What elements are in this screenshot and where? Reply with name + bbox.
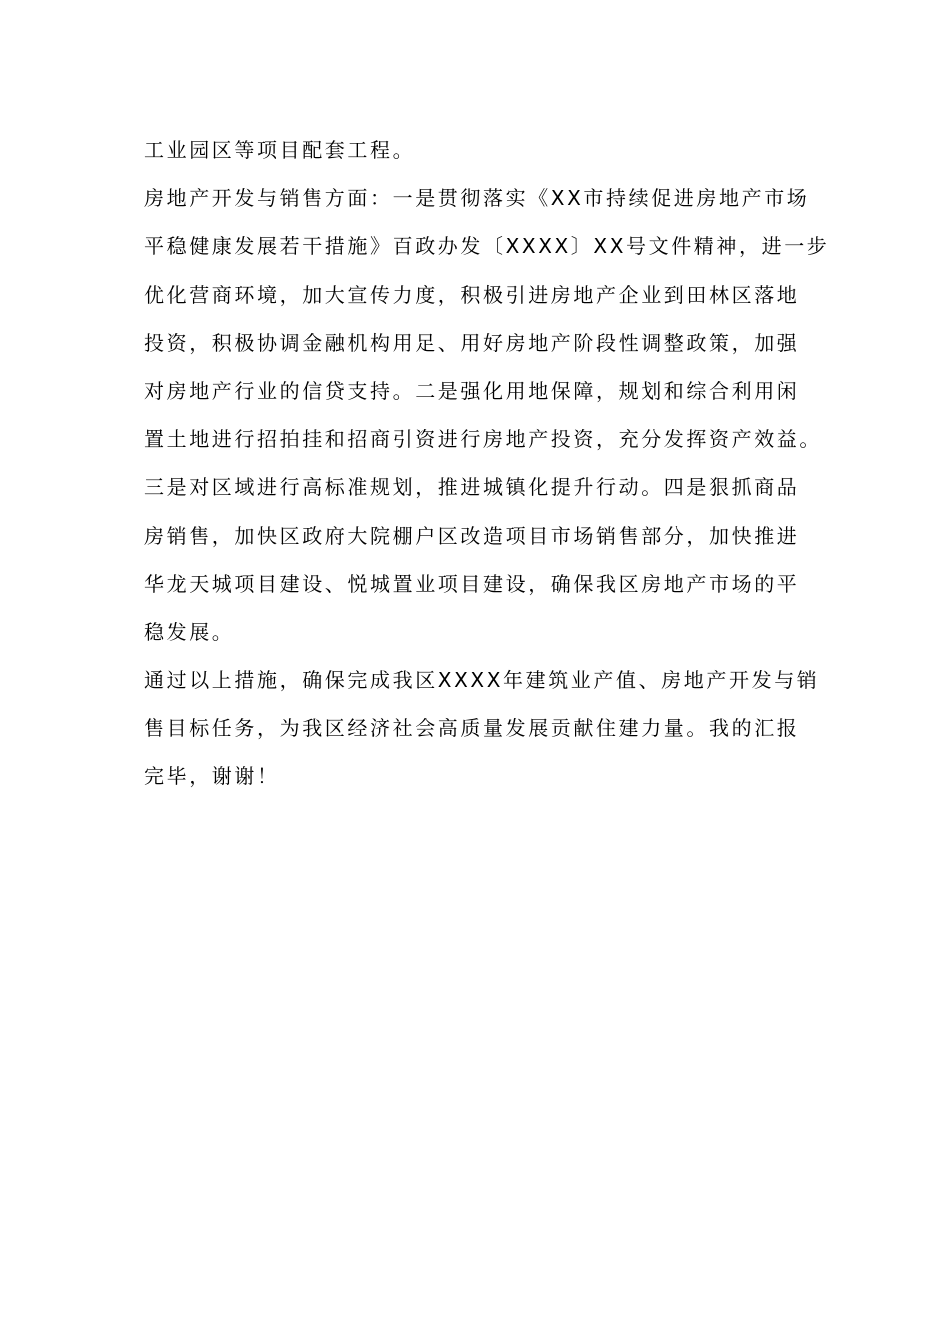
text-line: 稳发展。 bbox=[144, 619, 235, 644]
text-line: 售目标任务，为我区经济社会高质量发展贡献住建力量。我的汇报 bbox=[144, 716, 800, 741]
text-line: 房销售，加快区政府大院棚户区改造项目市场销售部分，加快推进 bbox=[144, 523, 800, 548]
text-line: 完毕，谢谢！ bbox=[144, 764, 280, 789]
text-line: 工业园区等项目配套工程。 bbox=[144, 138, 416, 162]
text-line: 平稳健康发展若干措施》百政办发〔XXXX〕XX号文件精神，进一步 bbox=[144, 234, 830, 259]
text-line: 华龙天城项目建设、悦城置业项目建设，确保我区房地产市场的平 bbox=[144, 571, 800, 596]
text-line: 优化营商环境，加大宣传力度，积极引进房地产企业到田林区落地 bbox=[144, 282, 800, 307]
text-line: 对房地产行业的信贷支持。二是强化用地保障，规划和综合利用闲 bbox=[144, 378, 800, 403]
text-line: 通过以上措施，确保完成我区XXXX年建筑业产值、房地产开发与销 bbox=[144, 668, 820, 693]
text-line: 房地产开发与销售方面：一是贯彻落实《XX市持续促进房地产市场 bbox=[144, 186, 810, 211]
body-text bbox=[144, 126, 834, 801]
text-line: 投资，积极协调金融机构用足、用好房地产阶段性调整政策，加强 bbox=[144, 330, 800, 355]
text-line: 置土地进行招拍挂和招商引资进行房地产投资，充分发挥资产效益。 bbox=[144, 427, 822, 452]
text-line: 三是对区域进行高标准规划，推进城镇化提升行动。四是狠抓商品 bbox=[144, 475, 800, 500]
